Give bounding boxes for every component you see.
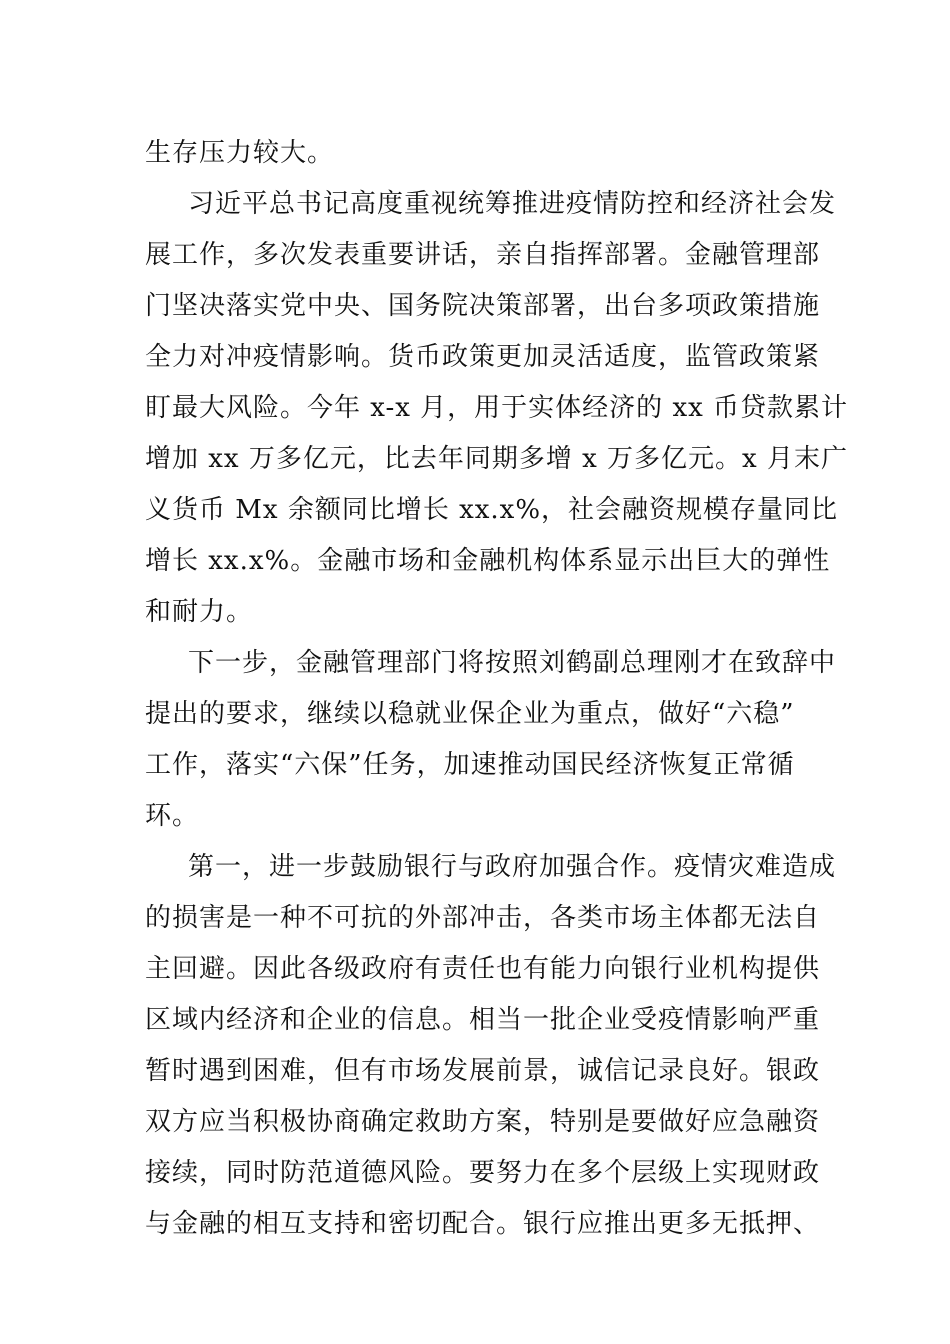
paragraph-continuation — [145, 128, 807, 179]
text-line: 盯最大风险。今年 x-x 月，用于实体经济的 xx 币贷款累计 — [145, 393, 849, 423]
text-line: 双方应当积极协商确定救助方案，特别是要做好应急融资 — [145, 1107, 821, 1137]
text-line: 第一，进一步鼓励银行与政府加强合作。疫情灾难造成 — [188, 852, 837, 882]
text-line: 区域内经济和企业的信息。相当一批企业受疫情影响严重 — [145, 1005, 821, 1035]
text-line: 展工作，多次发表重要讲话，亲自指挥部署。金融管理部 — [145, 240, 821, 270]
text-line: 门坚决落实党中央、国务院决策部署，出台多项政策措施 — [145, 291, 821, 321]
paragraph-first-measure — [145, 842, 837, 1250]
text-line: 义货币 Mx 余额同比增长 xx.x%，社会融资规模存量同比 — [145, 495, 839, 525]
text-line: 增长 xx.x%。金融市场和金融机构体系显示出巨大的弹性 — [145, 546, 831, 576]
text-line: 接续，同时防范道德风险。要努力在多个层级上实现财政 — [145, 1158, 821, 1188]
text-line: 全力对冲疫情影响。货币政策更加灵活适度，监管政策紧 — [145, 342, 821, 372]
text-line: 的损害是一种不可抗的外部冲击，各类市场主体都无法自 — [145, 903, 821, 933]
text-line: 主回避。因此各级政府有责任也有能力向银行业机构提供 — [145, 954, 821, 984]
paragraph-policy-overview — [145, 179, 849, 638]
document-body — [145, 128, 849, 1250]
text-line: 工作，落实“六保”任务，加速推动国民经济恢复正常循 — [145, 750, 795, 780]
text-line: 增加 xx 万多亿元，比去年同期多增 x 万多亿元。x 月末广 — [145, 444, 848, 474]
text-line: 提出的要求，继续以稳就业保企业为重点，做好“六稳” — [145, 699, 795, 729]
text-line: 暂时遇到困难，但有市场发展前景，诚信记录良好。银政 — [145, 1056, 821, 1086]
text-line: 和耐力。 — [145, 597, 254, 627]
text-line: 习近平总书记高度重视统筹推进疫情防控和经济社会发 — [188, 189, 837, 219]
text-line: 环。 — [145, 801, 200, 831]
paragraph-next-step — [145, 638, 837, 842]
text-line: 与金融的相互支持和密切配合。银行应推出更多无抵押、 — [145, 1209, 821, 1239]
text-line: 下一步，金融管理部门将按照刘鹤副总理刚才在致辞中 — [188, 648, 837, 678]
text-line: 生存压力较大。 — [145, 138, 335, 168]
